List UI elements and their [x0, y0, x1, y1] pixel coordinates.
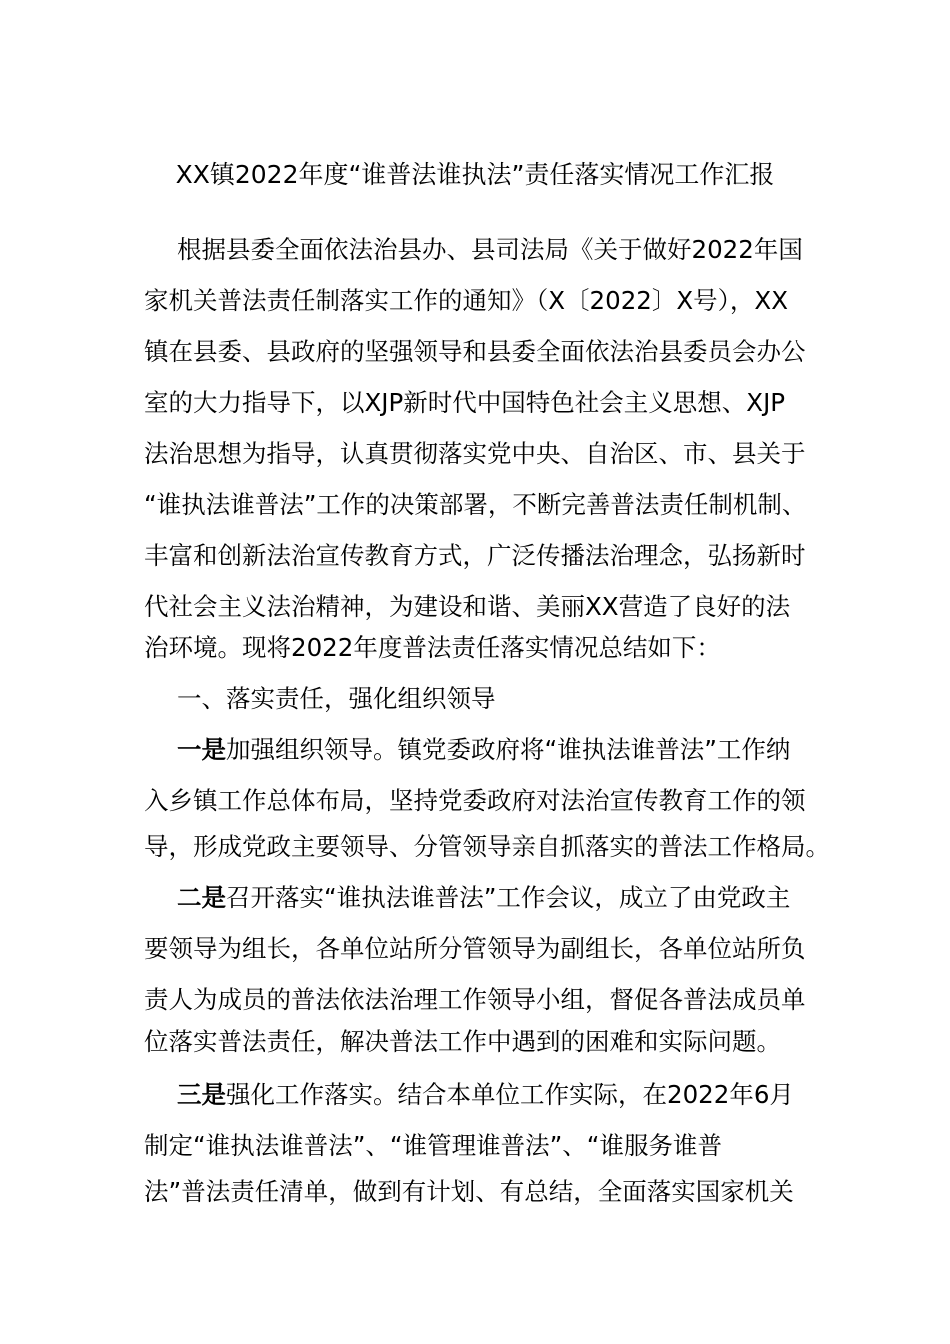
intro-line: 镇在县委、县政府的坚强领导和县委全面依法治县委员会办公	[144, 337, 806, 366]
item-line: 法”普法责任清单，做到有计划、有总结，全面落实国家机关	[144, 1177, 794, 1206]
document-title: XX镇2022年度“谁普法谁执法”责任落实情况工作汇报	[175, 160, 775, 189]
item-lead: 三是	[177, 1080, 226, 1109]
item-text: 强化工作落实。结合本单位工作实际，在2022年6月	[226, 1080, 794, 1109]
intro-line: 根据县委全面依法治县办、县司法局《关于做好2022年国	[177, 235, 803, 264]
item-line: 责人为成员的普法依法治理工作领导小组，督促各普法成员单	[144, 985, 806, 1014]
item-lead: 二是	[177, 883, 226, 912]
item-line: 制定“谁执法谁普法”、“谁管理谁普法”、“谁服务谁普	[144, 1131, 722, 1160]
intro-line: 丰富和创新法治宣传教育方式，广泛传播法治理念，弘扬新时	[144, 541, 806, 570]
item-line	[177, 880, 790, 916]
item-text: 召开落实“谁执法谁普法”工作会议，成立了由党政主	[226, 883, 791, 912]
intro-line: 代社会主义法治精神，为建设和谐、美丽XX营造了良好的法	[144, 592, 791, 621]
intro-line: 室的大力指导下，以XJP新时代中国特色社会主义思想、XJP	[144, 388, 786, 417]
section-heading: 一、落实责任，强化组织领导	[177, 684, 496, 713]
intro-line: “谁执法谁普法”工作的决策部署，不断完善普法责任制机制、	[144, 490, 807, 519]
item-line: 入乡镇工作总体布局，坚持党委政府对法治宣传教育工作的领	[144, 786, 806, 815]
intro-line: 家机关普法责任制落实工作的通知》（X〔2022〕X号），XX	[144, 286, 788, 315]
item-line: 要领导为组长，各单位站所分管领导为副组长，各单位站所负	[144, 934, 806, 963]
item-line	[177, 732, 790, 768]
item-line	[177, 1077, 794, 1113]
intro-line: 治环境。现将2022年度普法责任落实情况总结如下：	[144, 633, 721, 662]
intro-line: 法治思想为指导，认真贯彻落实党中央、自治区、市、县关于	[144, 439, 806, 468]
item-text: 加强组织领导。镇党委政府将“谁执法谁普法”工作纳	[226, 735, 791, 764]
item-line: 位落实普法责任，解决普法工作中遇到的困难和实际问题。	[144, 1027, 781, 1056]
item-lead: 一是	[177, 735, 226, 764]
item-line: 导，形成党政主要领导、分管领导亲自抓落实的普法工作格局。	[144, 832, 830, 861]
